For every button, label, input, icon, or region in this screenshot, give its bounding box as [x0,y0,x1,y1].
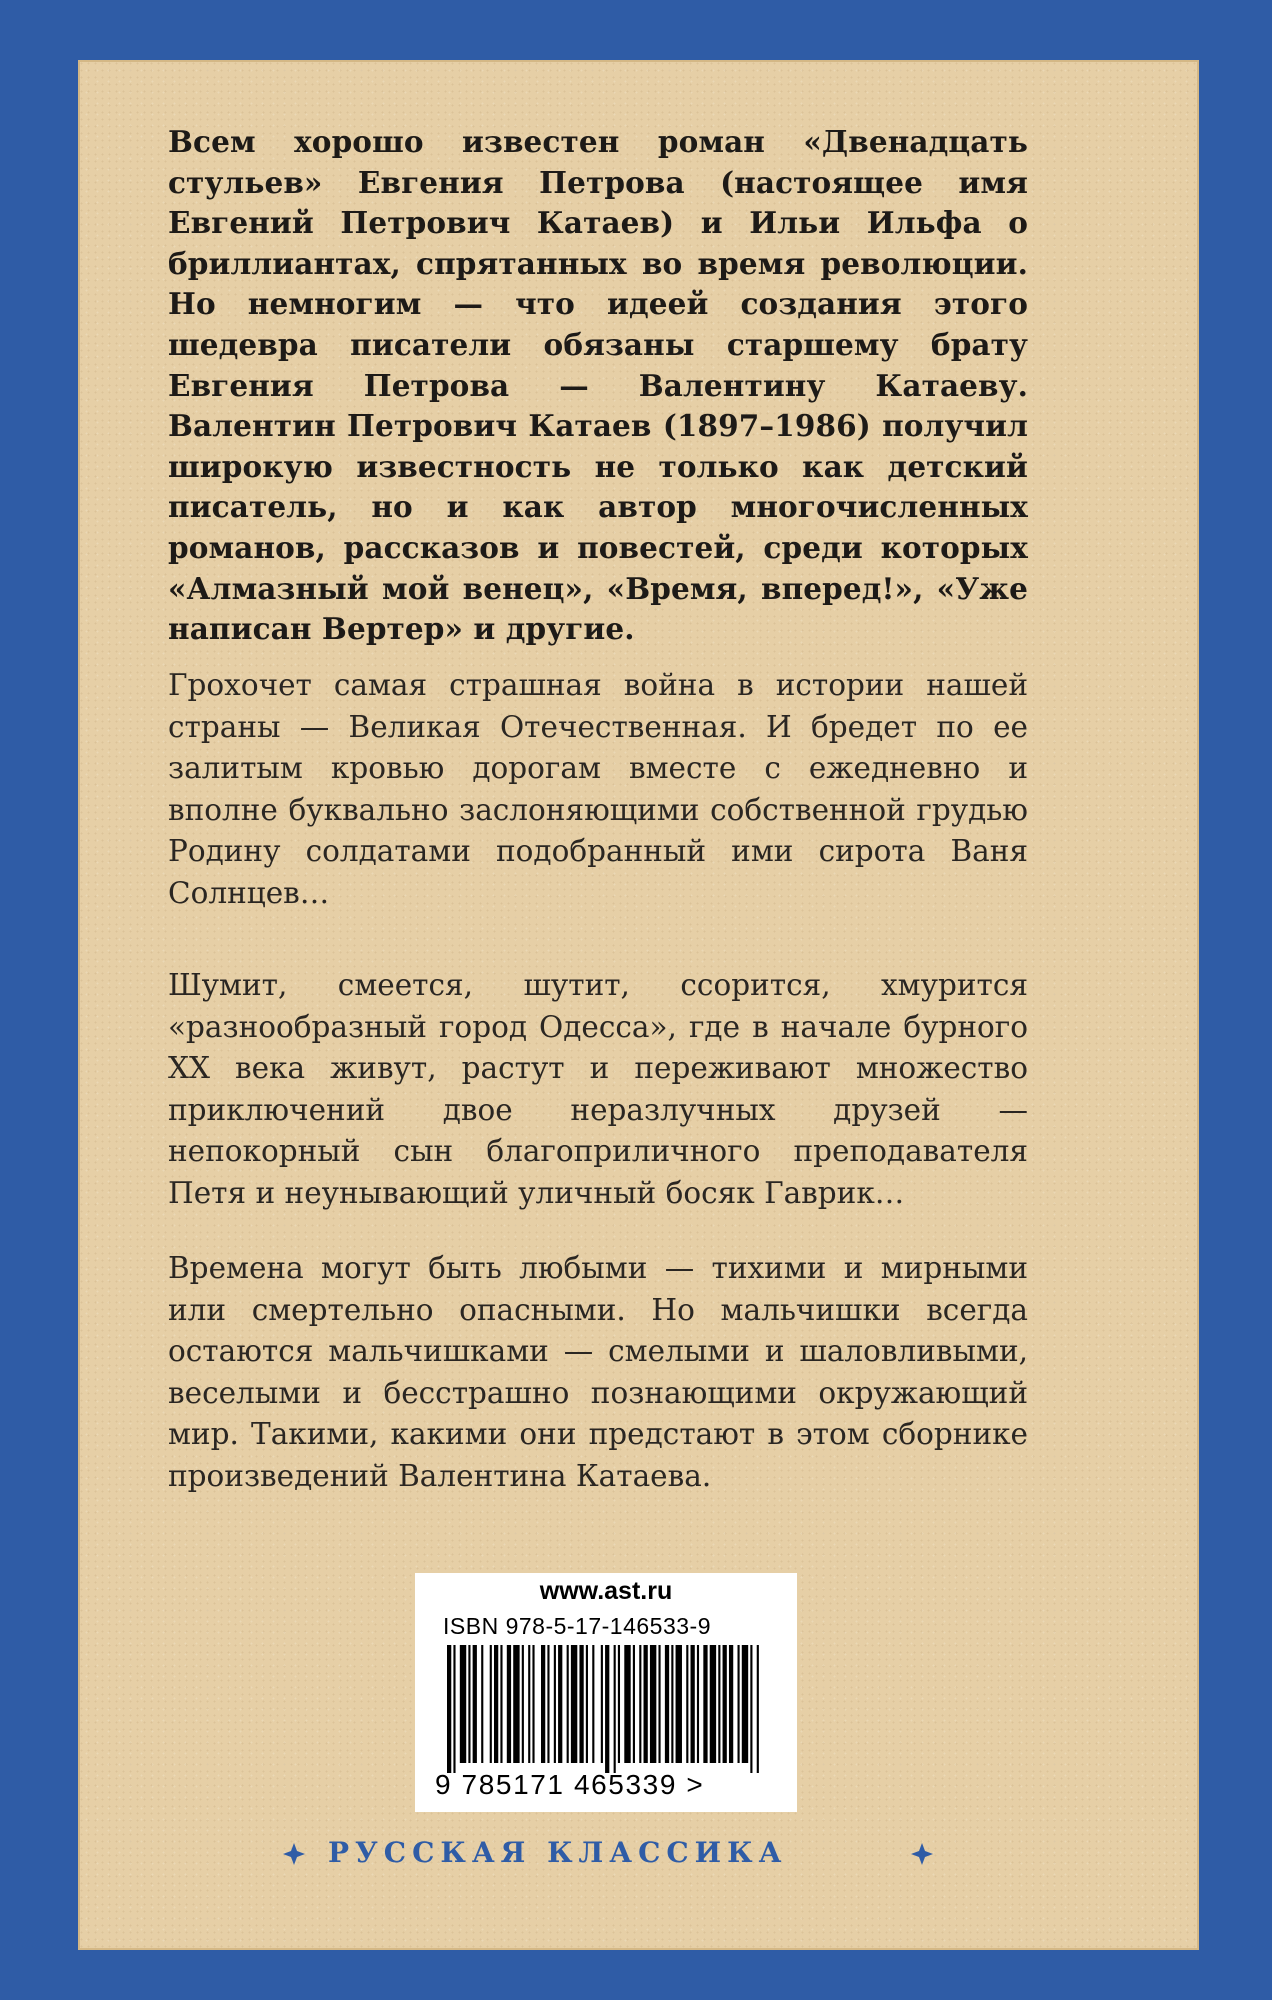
publisher-website: www.ast.ru [539,1577,673,1605]
annotation-paragraph-boys: Времена могут быть любыми — тихими и мирными или смертельно опасными. Но мальчишки всегда остаются мальчишками — смелыми и шаловливыми, веселыми и бесстрашно познающими окружающий мир. Такими, какими они предстают в этом сборнике произведений Валентина Катаева. [168,1251,1028,1493]
series-title: РУССКАЯ КЛАССИКА [328,1836,788,1869]
intro-paragraph: Всем хорошо известен роман «Двенадцать стульев» Евгения Петрова (настоящее имя Евгений Петрович Катаев) и Ильи Ильфа о бриллиантах, спрятанных во время революции. Но немногим — что идеей создания этого шедевра писатели обязаны старшему брату Евгения Петрова — Валентину Катаеву. Валентин Петрович Катаев (1897–1986) получил широкую известность не только как детский писатель, но и как автор многочисленных романов, рассказов и повестей, среди которых «Алмазный мой венец», «Время, вперед!», «Уже написан Вертер» и другие. [168,124,1028,647]
ean-digits: 9 785171 465339 > [435,1769,705,1800]
barcode-icon [447,1645,761,1773]
fleuron-icon [282,1842,306,1866]
barcode-panel [415,1573,797,1812]
series-banner [278,1832,938,1880]
annotation-paragraph-war: Грохочет самая страшная война в истории нашей страны — Великая Отечественная. И бредет по ее залитым кровью дорогам вместе с ежедневно и вполне буквально заслоняющими собственной грудью Родину солдатами подобранный ими сирота Ваня Солнцев… [168,668,1028,910]
isbn-number: ISBN 978-5-17-146533-9 [443,1613,711,1639]
annotation-paragraph-odessa: Шумит, смеется, шутит, ссорится, хмурится «разнообразный город Одесса», где в начале бурного XX века живут, растут и переживают множество приключений двое неразлучных друзей — непокорный сын благоприличного преподавателя Петя и неунывающий уличный босяк Гаврик… [168,968,1028,1210]
fleuron-icon [910,1842,934,1866]
